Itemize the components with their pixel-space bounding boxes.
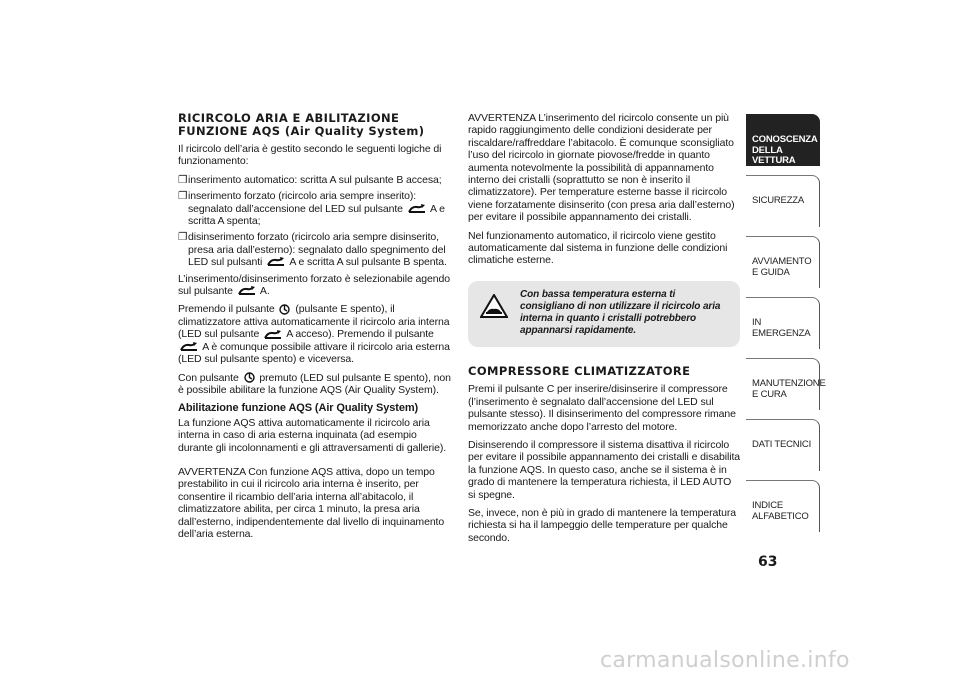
left-column [178,112,454,546]
list-item [178,174,454,186]
text-part: premuto (LED sul pulsante E spento), non è possibile abilitare la funzione AQS (Air Quality System). [178,371,451,396]
watermark: carmanualsonline.info [600,648,850,673]
paragraph-compressor-3: Se, invece, non è più in grado di mantenere la temperatura richiesta si ha il lampeggio delle temperature per qualche secondo. [468,507,736,544]
tab-sicurezza[interactable]: SICUREZZA [746,175,820,227]
bullet-text-part: A e scritta A spenta; [188,202,445,228]
paragraph-compressor-1: Premi il pulsante C per inserire/disinserire il compressore (l’inserimento è segnalato dall’accensione del LED sul pulsante stesso). Il disinserimento del compressore rimane memorizzato anche dopo l’arresto del motore. [468,383,736,433]
checkbox-bullet-icon: ❐ [178,190,188,203]
list-item [178,231,454,268]
intro-paragraph: Il ricircolo dell’aria è gestito secondo le seguenti logiche di funzionamento: [178,143,442,168]
recirculation-car-icon [264,330,282,340]
right-column [468,112,740,550]
text-part: A è comunque possibile attivare il ricircolo aria esterna (LED sul pulsante spento) e viceversa. [178,340,450,366]
recirculation-car-icon [238,286,256,296]
bullet-text [188,190,454,227]
chapter-tabs [746,114,826,541]
text-part: A acceso). Premendo il pulsante [286,328,434,341]
bullet-text-part: disinserimento forzato (ricircolo aria sempre disinserito, presa aria dall’esterno): segnalato dallo spegnimento del LED sul pulsanti [188,231,446,269]
paragraph-warning-recirc: AVVERTENZA L’inserimento del ricircolo consente un più rapido raggiungimento delle condizioni desiderate per riscaldare/raffreddare l’abitacolo. È comunque sconsigliato l’uso del ricircolo in giornate piovose/fredde in quanto aumenta notevolmente la possibilità di appannamento interno dei cristalli (soprattutto se non è inserito il climatizzatore). Per temperature esterne basse il ricircolo viene forzatamente disinserito (con presa aria dall’esterno) per evitare il possibile appannamento dei cristalli. [468,112,735,224]
paragraph-warning-aqs: AVVERTENZA Con funzione AQS attiva, dopo un tempo prestabilito in cui il ricircolo aria interna è inserito, per consentire il ricambio dell’aria interna all’abitacolo, il climatizzatore abilita, per circa 1 minuto, la presa aria dall’esterno, indipendentemente dal livello di inquinamento dell’aria esterna. [178,465,445,540]
warning-triangle-icon [480,294,508,318]
paragraph-compressor-2: Disinserendo il compressore il sistema disattiva il ricircolo per evitare il possibile appannamento dei cristalli e disabilita la funzione AQS. In questo caso, anche se il sistema è in grado di mantenere la temperatura richiesta, il LED AUTO si spegne. [468,439,741,501]
recirculation-car-icon [267,257,285,267]
fan-button-icon [244,372,255,383]
recirculation-car-icon [180,342,198,352]
tab-manutenzione[interactable]: MANUTENZIONE E CURA [746,358,820,410]
checkbox-bullet-icon: ❐ [178,173,188,186]
section-heading-recirc: RICIRCOLO ARIA E ABILITAZIONE FUNZIONE AQS (Air Quality System) [178,111,425,138]
bullet-text-part: inserimento automatico: scritta A sul pulsante B accesa; [188,173,442,186]
checkbox-bullet-icon: ❐ [178,231,188,244]
text-part: A. [259,285,270,298]
paragraph-aqs: La funzione AQS attiva automaticamente il ricircolo aria interna in caso di aria esterna inquinata (ad esempio durante gli incolonnamenti e gli attraversamenti di gallerie). [178,416,447,454]
text-part: Premendo il pulsante [178,303,275,316]
tab-dati-tecnici[interactable]: DATI TECNICI [746,419,820,471]
list-item [178,190,454,227]
fan-button-icon [279,304,290,315]
recirculation-car-icon [408,204,426,214]
paragraph-select [178,273,454,298]
tab-avviamento[interactable]: AVVIAMENTO E GUIDA [746,236,820,288]
tab-emergenza[interactable]: IN EMERGENZA [746,297,820,349]
section-heading-compressor: COMPRESSORE CLIMATIZZATORE [468,363,691,378]
bullet-text-part: inserimento forzato (ricircolo aria sempre inserito): segnalato dall’accensione del LED sul pulsante [188,190,417,215]
note-text: Con bassa temperatura esterna ti consigliano di non utilizzare il ricircolo aria interna in quanto i cristalli potrebbero appannarsi rapidamente. [520,288,721,336]
tab-indice[interactable]: INDICE ALFABETICO [746,480,820,532]
note-box [468,281,740,347]
bullet-text-part: A e scritta A sul pulsante B spenta. [289,256,447,269]
subheading-aqs: Abilitazione funzione AQS (Air Quality System) [178,402,419,415]
tab-conoscenza[interactable]: CONOSCENZA DELLA VETTURA [746,114,820,166]
paragraph-with-button [178,372,454,397]
paragraph-press [178,303,454,365]
page-number: 63 [758,554,778,570]
text-part: L’inserimento/disinserimento forzato è selezionabile agendo sul pulsante [178,272,450,298]
bullet-text [188,231,454,268]
bullet-text [188,174,454,186]
text-part: Con pulsante [178,371,239,384]
text-part: (pulsante E spento), il climatizzatore attiva automaticamente il ricircolo aria interna (LED sul pulsante [178,303,450,341]
paragraph-auto: Nel funzionamento automatico, il ricircolo viene gestito automaticamente dal sistema in funzione delle condizioni climatiche esterne. [468,229,728,267]
